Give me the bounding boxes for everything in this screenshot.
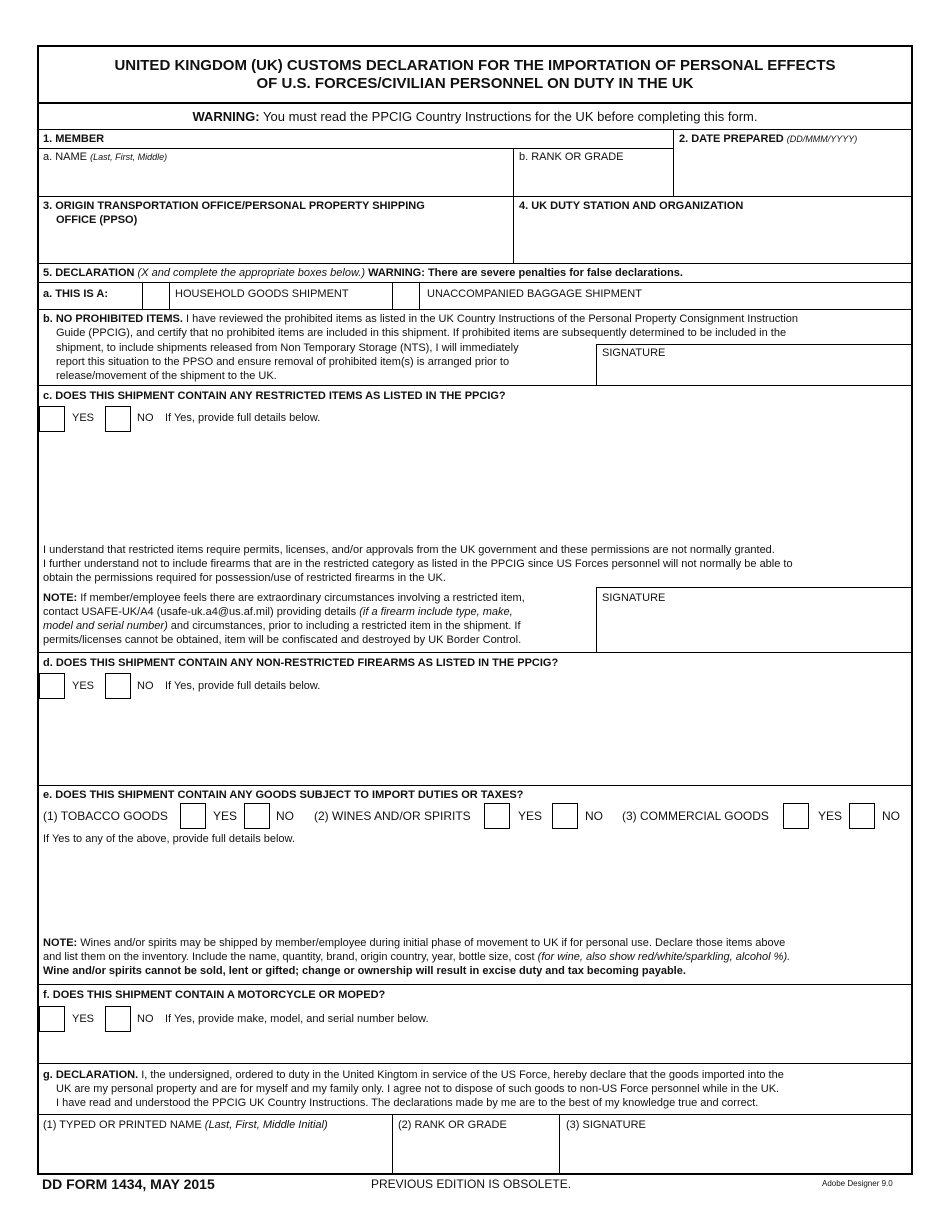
restricted-note-line1 — [43, 592, 525, 606]
restricted-no-label: NO — [137, 412, 154, 424]
origin-office-label-line2: OFFICE (PPSO) — [56, 214, 138, 226]
duty-station-field[interactable] — [515, 217, 909, 262]
typed-name-field[interactable] — [41, 1135, 390, 1173]
no-prohibited-items-label: b. NO PROHIBITED ITEMS. — [43, 313, 183, 325]
commercial-no-checkbox[interactable] — [849, 803, 875, 829]
restricted-para-line2: I further understand not to include firearms that are in the restricted category as listed in the PPCIG since US Forces personnel will not normally be able to — [43, 558, 793, 570]
wines-note-line2 — [43, 951, 790, 965]
name-label-text: a. NAME — [43, 151, 88, 163]
unaccompanied-baggage-label: UNACCOMPANIED BAGGAGE SHIPMENT — [427, 288, 642, 300]
household-goods-label: HOUSEHOLD GOODS SHIPMENT — [175, 288, 349, 300]
firearms-no-checkbox[interactable] — [105, 673, 131, 699]
wines-yes-label: YES — [518, 809, 543, 823]
wines-note-text2b: (for wine, also show red/white/sparkling, alcohol %). — [537, 951, 791, 963]
warning-banner — [39, 109, 911, 125]
no-prohibited-items-text1: I have reviewed the prohibited items as listed in the UK Country Instructions of the Personal Property Consignment Instruction — [186, 313, 799, 325]
signature-c-field[interactable] — [597, 606, 909, 651]
warning-label: WARNING: — [192, 109, 260, 124]
no-prohibited-items-line5: release/movement of the shipment to the UK. — [56, 370, 277, 382]
wines-note-label: NOTE: — [43, 937, 78, 949]
tobacco-no-checkbox[interactable] — [244, 803, 270, 829]
form-number: DD FORM 1434, MAY 2015 — [42, 1176, 215, 1192]
commercial-no-label: NO — [882, 809, 900, 823]
typed-name-label-text: (1) TYPED OR PRINTED NAME — [43, 1119, 202, 1131]
signature-c-label: SIGNATURE — [602, 592, 666, 604]
name-label — [43, 151, 167, 165]
name-hint: (Last, First, Middle) — [90, 152, 168, 162]
household-goods-checkbox[interactable] — [143, 283, 168, 308]
tobacco-no-label: NO — [276, 809, 294, 823]
restricted-hint: If Yes, provide full details below. — [165, 412, 321, 424]
no-prohibited-items-line4: report this situation to the PPSO and ensure removal of prohibited item(s) is arranged prior to — [56, 356, 510, 368]
restricted-no-checkbox[interactable] — [105, 406, 131, 432]
firearms-question: d. DOES THIS SHIPMENT CONTAIN ANY NON-RESTRICTED FIREARMS AS LISTED IN THE PPCIG? — [43, 657, 559, 669]
typed-name-hint: (Last, First, Middle Initial) — [204, 1119, 328, 1131]
firearms-hint: If Yes, provide full details below. — [165, 680, 321, 692]
commercial-yes-label: YES — [818, 809, 843, 823]
restricted-yes-label: YES — [72, 412, 95, 424]
tobacco-yes-checkbox[interactable] — [180, 803, 206, 829]
final-rank-label: (2) RANK OR GRADE — [398, 1119, 507, 1131]
wines-note-line1 — [43, 937, 785, 951]
final-signature-label: (3) SIGNATURE — [566, 1119, 646, 1131]
commercial-yes-checkbox[interactable] — [783, 803, 809, 829]
duty-station-label: 4. UK DUTY STATION AND ORGANIZATION — [519, 200, 744, 212]
tobacco-yes-label: YES — [213, 809, 238, 823]
wines-label: (2) WINES AND/OR SPIRITS — [314, 809, 471, 823]
duties-question: e. DOES THIS SHIPMENT CONTAIN ANY GOODS SUBJECT TO IMPORT DUTIES OR TAXES? — [43, 789, 524, 801]
wines-note-line3: Wine and/or spirits cannot be sold, lent or gifted; change or ownership will result in excise duty and tax becoming payable. — [43, 965, 686, 977]
wines-no-checkbox[interactable] — [552, 803, 578, 829]
duties-details-field[interactable] — [41, 849, 909, 933]
declaration-warning: WARNING: There are severe penalties for false declarations. — [368, 267, 683, 279]
wines-note-text2a: and list them on the inventory. Include the name, quantity, brand, origin country, year, bottle size, cost — [43, 951, 535, 963]
firearms-details-field[interactable] — [41, 702, 909, 782]
motorcycle-hint: If Yes, provide make, model, and serial number below. — [165, 1013, 429, 1025]
final-declaration-text1: I, the undersigned, ordered to duty in the United Kingtom in service of the US Force, hereby declare that the goods imported into the — [141, 1069, 784, 1081]
restricted-note-line3 — [43, 620, 521, 634]
date-prepared-label-text: 2. DATE PREPARED — [679, 133, 784, 145]
restricted-note-text1: If member/employee feels there are extraordinary circumstances involving a restricted item, — [80, 592, 525, 604]
commercial-label: (3) COMMERCIAL GOODS — [622, 809, 769, 823]
restricted-note-text3a: model and serial number) — [43, 620, 168, 632]
signature-b-label: SIGNATURE — [602, 347, 666, 359]
final-declaration-line1 — [43, 1069, 784, 1083]
restricted-details-field[interactable] — [41, 435, 909, 540]
final-declaration-line3: I have read and understood the PPCIG UK Country Instructions. The declarations made by me are to the best of my knowledge true and correct. — [56, 1097, 759, 1109]
motorcycle-no-checkbox[interactable] — [105, 1006, 131, 1032]
edition-notice: PREVIOUS EDITION IS OBSOLETE. — [371, 1177, 572, 1191]
restricted-yes-checkbox[interactable] — [39, 406, 65, 432]
software-credit: Adobe Designer 9.0 — [822, 1179, 893, 1188]
final-declaration-line2: UK are my personal property and are for myself and my family only. I agree not to dispose of such goods to non-US Force personnel while in the UK. — [56, 1083, 780, 1095]
origin-office-field[interactable] — [41, 230, 511, 262]
firearms-yes-checkbox[interactable] — [39, 673, 65, 699]
member-name-field[interactable] — [41, 165, 511, 195]
origin-office-label-line1: 3. ORIGIN TRANSPORTATION OFFICE/PERSONAL PROPERTY SHIPPING — [43, 200, 425, 212]
restricted-note-line2 — [43, 606, 513, 620]
firearms-no-label: NO — [137, 680, 154, 692]
wines-yes-checkbox[interactable] — [484, 803, 510, 829]
no-prohibited-items-line2: Guide (PPCIG), and certify that no prohibited items are included in this shipment. If prohibited items are subsequently determined to be included in the — [56, 327, 787, 339]
motorcycle-question: f. DOES THIS SHIPMENT CONTAIN A MOTORCYCLE OR MOPED? — [43, 989, 386, 1001]
typed-name-label — [43, 1119, 328, 1133]
final-rank-field[interactable] — [394, 1135, 557, 1173]
declaration-hint: (X and complete the appropriate boxes below.) — [137, 267, 366, 279]
no-prohibited-items-line1 — [43, 313, 798, 327]
duties-hint: If Yes to any of the above, provide full details below. — [43, 833, 295, 845]
wines-no-label: NO — [585, 809, 603, 823]
form-title-line2: OF U.S. FORCES/CIVILIAN PERSONNEL ON DUTY IN THE UK — [256, 75, 694, 92]
wines-note-text1: Wines and/or spirits may be shipped by member/employee during initial phase of movement to UK if for personal use. Declare those items above — [80, 937, 786, 949]
motorcycle-details-field[interactable] — [41, 1035, 909, 1061]
rank-grade-field[interactable] — [515, 165, 671, 195]
date-format-hint: (DD/MMM/YYYY) — [786, 134, 858, 144]
date-prepared-label — [679, 133, 857, 147]
restricted-note-label: NOTE: — [43, 592, 78, 604]
restricted-para-line1: I understand that restricted items require permits, licenses, and/or approvals from the UK government and these permissions are not normally granted. — [43, 544, 775, 556]
restricted-para-line3: obtain the permissions required for possession/use of restricted firearms in the UK. — [43, 572, 446, 584]
shipment-type-label: a. THIS IS A: — [43, 288, 108, 300]
tobacco-label: (1) TOBACCO GOODS — [43, 809, 168, 823]
motorcycle-no-label: NO — [137, 1013, 154, 1025]
warning-text: You must read the PPCIG Country Instructions for the UK before completing this form. — [263, 109, 758, 124]
final-signature-field[interactable] — [561, 1135, 909, 1173]
restricted-note-text2a: contact USAFE-UK/A4 (usafe-uk.a4@us.af.mil) providing details — [43, 606, 357, 618]
signature-b-field[interactable] — [597, 360, 909, 384]
form-title-line1: UNITED KINGDOM (UK) CUSTOMS DECLARATION FOR THE IMPORTATION OF PERSONAL EFFECTS — [114, 57, 836, 74]
firearms-yes-label: YES — [72, 680, 95, 692]
final-declaration-label: g. DECLARATION. — [43, 1069, 139, 1081]
motorcycle-yes-checkbox[interactable] — [39, 1006, 65, 1032]
restricted-items-question: c. DOES THIS SHIPMENT CONTAIN ANY RESTRICTED ITEMS AS LISTED IN THE PPCIG? — [43, 390, 506, 402]
restricted-note-text3b: and circumstances, prior to including a restricted item in the shipment. If — [170, 620, 521, 632]
date-prepared-field[interactable] — [675, 149, 909, 195]
declaration-header — [43, 267, 683, 281]
member-section-label: 1. MEMBER — [43, 133, 105, 145]
rank-label: b. RANK OR GRADE — [519, 151, 624, 163]
restricted-note-line4: permits/licenses cannot be obtained, item will be confiscated and destroyed by UK Border Control. — [43, 634, 522, 646]
unaccompanied-baggage-checkbox[interactable] — [393, 283, 418, 308]
restricted-note-text2b: (if a firearm include type, make, — [359, 606, 513, 618]
declaration-label: 5. DECLARATION — [43, 267, 135, 279]
no-prohibited-items-line3: shipment, to include shipments released from Non Temporary Storage (NTS), I will immediately — [56, 342, 519, 354]
customs-declaration-form — [37, 45, 913, 1175]
motorcycle-yes-label: YES — [72, 1013, 95, 1025]
